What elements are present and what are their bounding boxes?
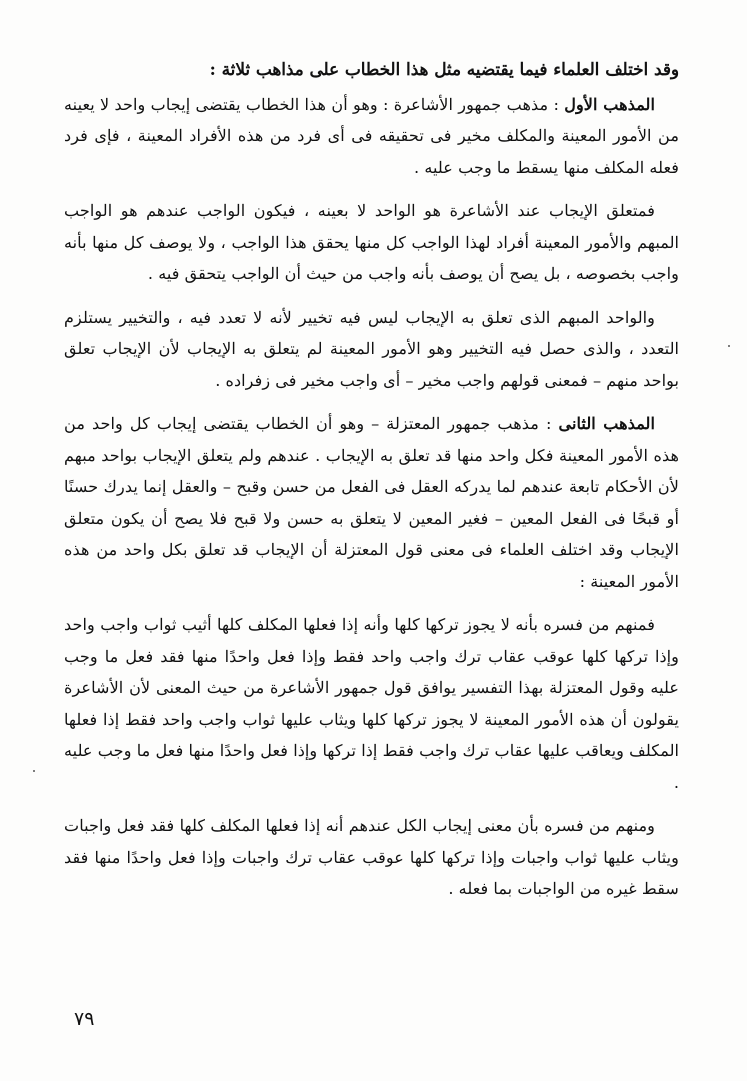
- paragraph-2: [64, 195, 679, 290]
- scan-speck: [728, 345, 730, 347]
- paragraph-4-lead: المذهب الثانى: [558, 414, 655, 433]
- paragraph-3-text: والواحد المبهم الذى تعلق به الإيجاب ليس فيه تخيير لأنه لا تعدد فيه ، والتخيير يستلزم التعدد ، والذى حصل فيه التخيير وهو الأمور المعينة لم يتعلق به الإيجاب لأن الإيجاب تعلق بواحد منهم – فمعنى قولهم واجب مخير – أى واجب مخير فى زفراده .: [64, 307, 679, 390]
- paragraph-4: [64, 408, 679, 597]
- paragraph-6-text: ومنهم من فسره بأن معنى إيجاب الكل عندهم أنه إذا فعلها المكلف كلها فقد فعل واجبات ويثاب عليها ثواب واجبات وإذا تركها كلها عوقب عقاب ترك واجبات وإذا فعل واحدًا منها فقد سقط غيره من الواجبات بما فعله .: [64, 816, 679, 898]
- page-body: [64, 54, 679, 905]
- paragraph-6: [64, 810, 679, 905]
- scan-speck: [33, 770, 35, 772]
- paragraph-1: [64, 89, 679, 184]
- paragraph-5: [64, 609, 679, 798]
- paragraph-2-text: فمتعلق الإيجاب عند الأشاعرة هو الواحد لا بعينه ، فيكون الواجب عندهم هو الواجب المبهم والأمور المعينة أفراد لهذا الواجب كل منها يحقق هذا الواجب ، ولا يوصف كل منها بأنه واجب بخصوصه ، بل يصح أن يوصف بأنه واجب من حيث أن الواجب يتحقق فيه .: [64, 201, 679, 283]
- paragraph-1-text: : مذهب جمهور الأشاعرة : وهو أن هذا الخطاب يقتضى إيجاب واحد لا يعينه من الأمور المعينة والمكلف مخير فى تحقيقه فى أى فرد من هذه الأفراد المعينة ، فإى فرد فعله المكلف منها يسقط ما وجب عليه .: [64, 94, 679, 177]
- paragraph-4-text: : مذهب جمهور المعتزلة – وهو أن الخطاب يقتضى إيجاب كل واحد من هذه الأمور المعينة فكل واحد منها قد تعلق به الإيجاب . عندهم ولم يتعلق الإيجاب بواحد مبهم لأن الأحكام تابعة عندهم لما يدركه العقل فى الفعل من حسن وقبح – والعقل إنما يدرك حسنًا أو قبحًا فى الفعل المعين – فغير المعين لا يتعلق به حسن ولا قبح فلا يصح أن يكون متعلق الإيجاب وقد اختلف العلماء فى معنى قول المعتزلة أن الإيجاب قد تعلق بكل واحد من هذه الأمور المعينة :: [64, 414, 679, 591]
- page-heading: وقد اختلف العلماء فيما يقتضيه مثل هذا الخطاب على مذاهب ثلاثة :: [209, 59, 679, 79]
- paragraph-3: [64, 302, 679, 397]
- paragraph-5-text: فمنهم من فسره بأنه لا يجوز تركها كلها وأنه إذا فعلها المكلف كلها أثيب ثواب واجب واحد وإذا تركها كلها عوقب عقاب ترك واجب واحد فقط وإذا فعل واحدًا منها فقد فعل ما وجب عليه وقول المعتزلة بهذا التفسير يوافق قول جمهور الأشاعرة من حيث المعنى لأن الأشاعرة يقولون أن هذه الأمور المعينة لا يجوز تركها كلها ويثاب عليها ثواب واجب واحد فقط إذا فعلها المكلف ويعاقب عليها عقاب ترك واجب فقط إذا تركها وإذا فعل واحدًا منها فعل ما وجب عليه .: [64, 615, 679, 792]
- page-number: ٧٩: [74, 1008, 95, 1030]
- paragraph-1-lead: المذهب الأول: [564, 94, 655, 114]
